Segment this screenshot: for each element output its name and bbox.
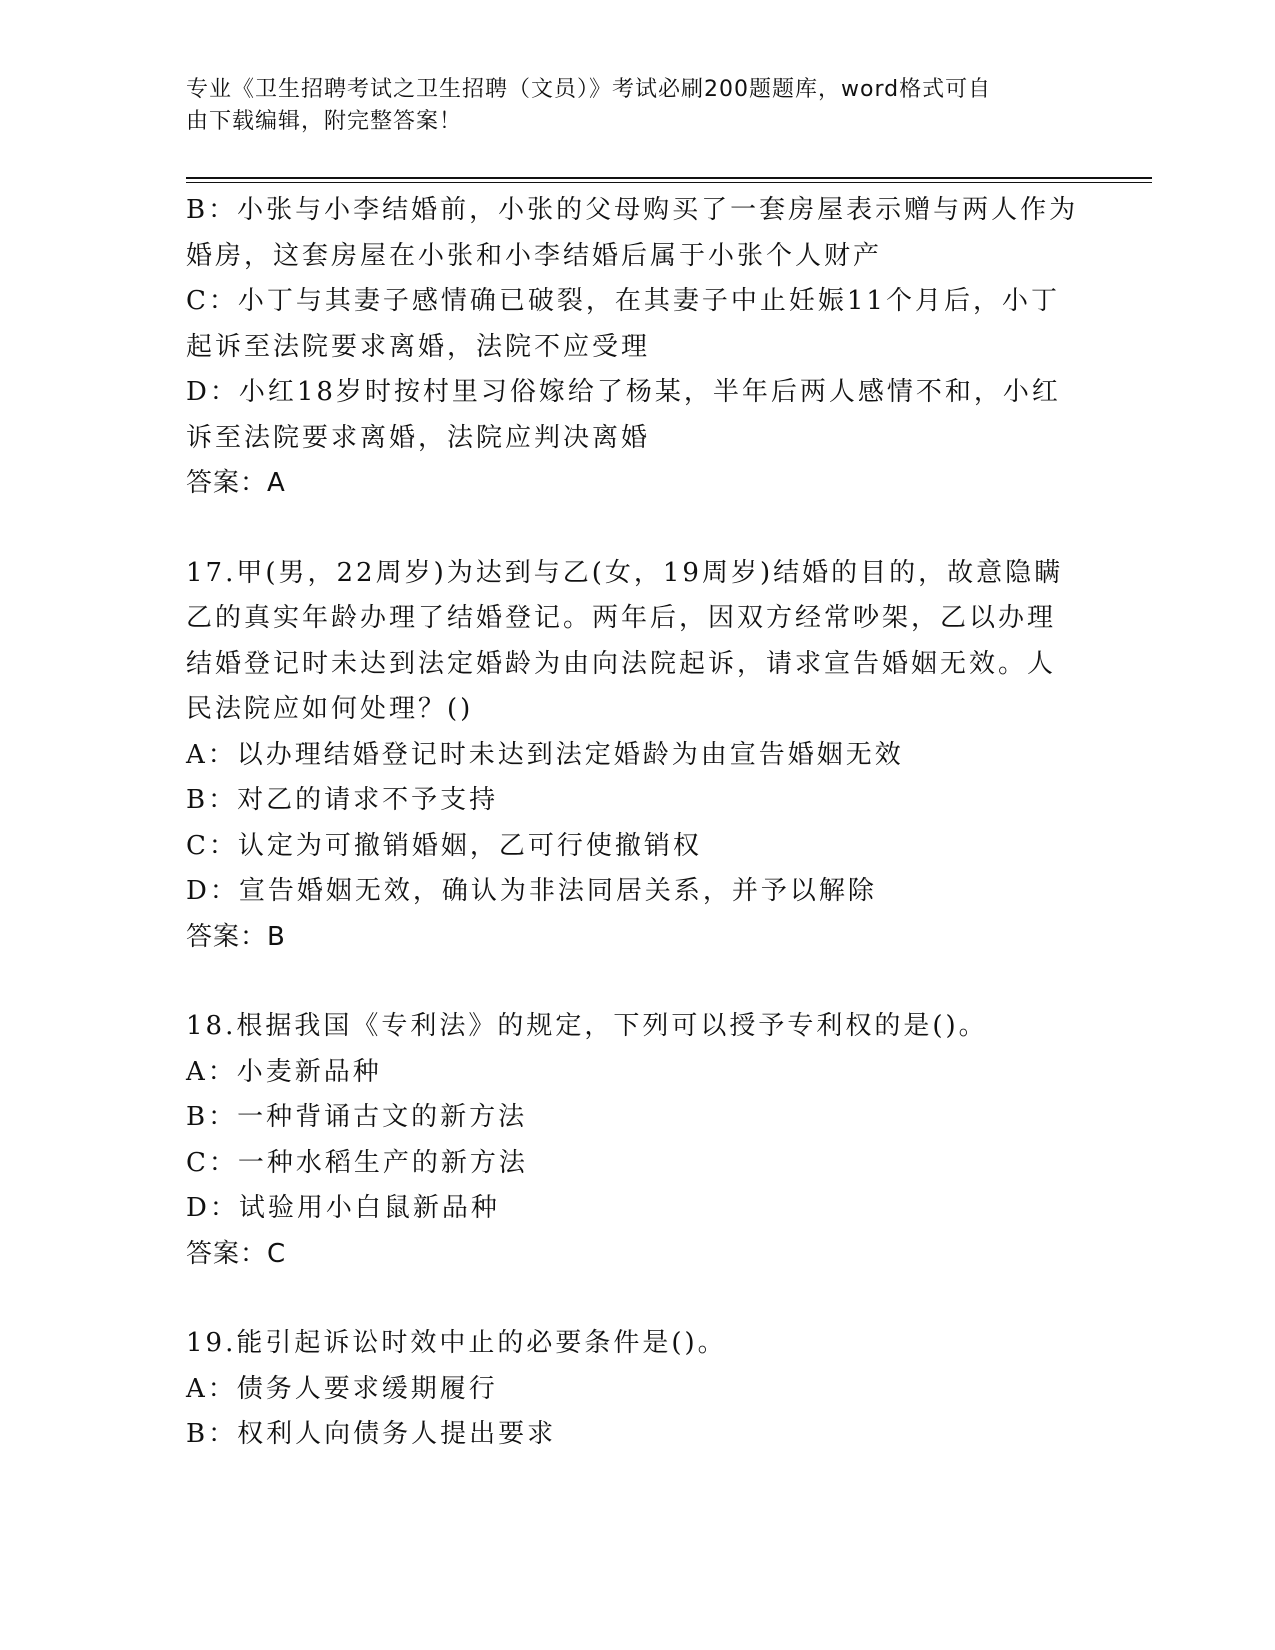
q16-answer: 答案：A (186, 468, 286, 498)
header-divider-thick (186, 177, 1152, 179)
document-header (186, 74, 1066, 138)
q17-option-c: C：认定为可撤销婚姻，乙可行使撤销权 (186, 830, 702, 861)
q18-option-a: A：小麦新品种 (186, 1056, 382, 1087)
q16-option-b-line-2: 婚房，这套房屋在小张和小李结婚后属于小张个人财产 (186, 240, 883, 271)
q19-stem: 19.能引起诉讼时效中止的必要条件是()。 (186, 1328, 727, 1358)
question-16-continued (186, 188, 1086, 507)
q16-option-b-line-1: B：小张与小李结婚前，小张的父母购买了一套房屋表示赠与两人作为 (186, 195, 1079, 225)
q17-stem-line-4: 民法院应如何处理？() (186, 694, 474, 724)
q17-option-b: B：对乙的请求不予支持 (186, 785, 499, 815)
q17-stem-line-2: 乙的真实年龄办理了结婚登记。两年后，因双方经常吵架，乙以办理 (186, 603, 1057, 633)
header-divider-thin (186, 182, 1152, 183)
q19-option-a: A：债务人要求缓期履行 (186, 1373, 498, 1404)
q18-option-d: D：试验用小白鼠新品种 (186, 1193, 500, 1223)
q17-option-a: A：以办理结婚登记时未达到法定婚龄为由宣告婚姻无效 (186, 739, 904, 770)
q16-option-c-line-1: C：小丁与其妻子感情确已破裂，在其妻子中止妊娠11个月后，小丁 (186, 286, 1060, 316)
q19-option-b: B：权利人向债务人提出要求 (186, 1419, 557, 1449)
q17-stem-line-3: 结婚登记时未达到法定婚龄为由向法院起诉，请求宣告婚姻无效。人 (186, 648, 1057, 679)
question-19 (186, 1321, 1086, 1458)
question-18 (186, 1004, 1086, 1277)
spacer (186, 507, 1086, 551)
q17-stem-line-1: 17.甲(男，22周岁)为达到与乙(女，19周岁)结婚的目的，故意隐瞒 (186, 557, 1064, 588)
q16-option-c-line-2: 起诉至法院要求离婚，法院不应受理 (186, 331, 651, 362)
q18-stem: 18.根据我国《专利法》的规定，下列可以授予专利权的是()。 (186, 1011, 988, 1041)
spacer (186, 1277, 1086, 1321)
q16-option-d-line-1: D：小红18岁时按村里习俗嫁给了杨某，半年后两人感情不和，小红 (186, 377, 1061, 407)
question-17 (186, 551, 1086, 961)
q17-option-d: D：宣告婚姻无效，确认为非法同居关系，并予以解除 (186, 876, 877, 906)
q18-option-c: C：一种水稻生产的新方法 (186, 1147, 528, 1178)
q17-answer: 答案：B (186, 921, 286, 952)
header-title-line-2: 由下载编辑，附完整答案！ (186, 109, 463, 134)
spacer (186, 960, 1086, 1004)
q18-answer: 答案：C (186, 1238, 287, 1269)
q16-option-d-line-2: 诉至法院要求离婚，法院应判决离婚 (186, 422, 651, 453)
header-title-line-1: 专业《卫生招聘考试之卫生招聘（文员）》考试必刷200题题库，word格式可自 (186, 77, 992, 102)
document-body (186, 188, 1086, 1458)
q18-option-b: B：一种背诵古文的新方法 (186, 1102, 528, 1132)
